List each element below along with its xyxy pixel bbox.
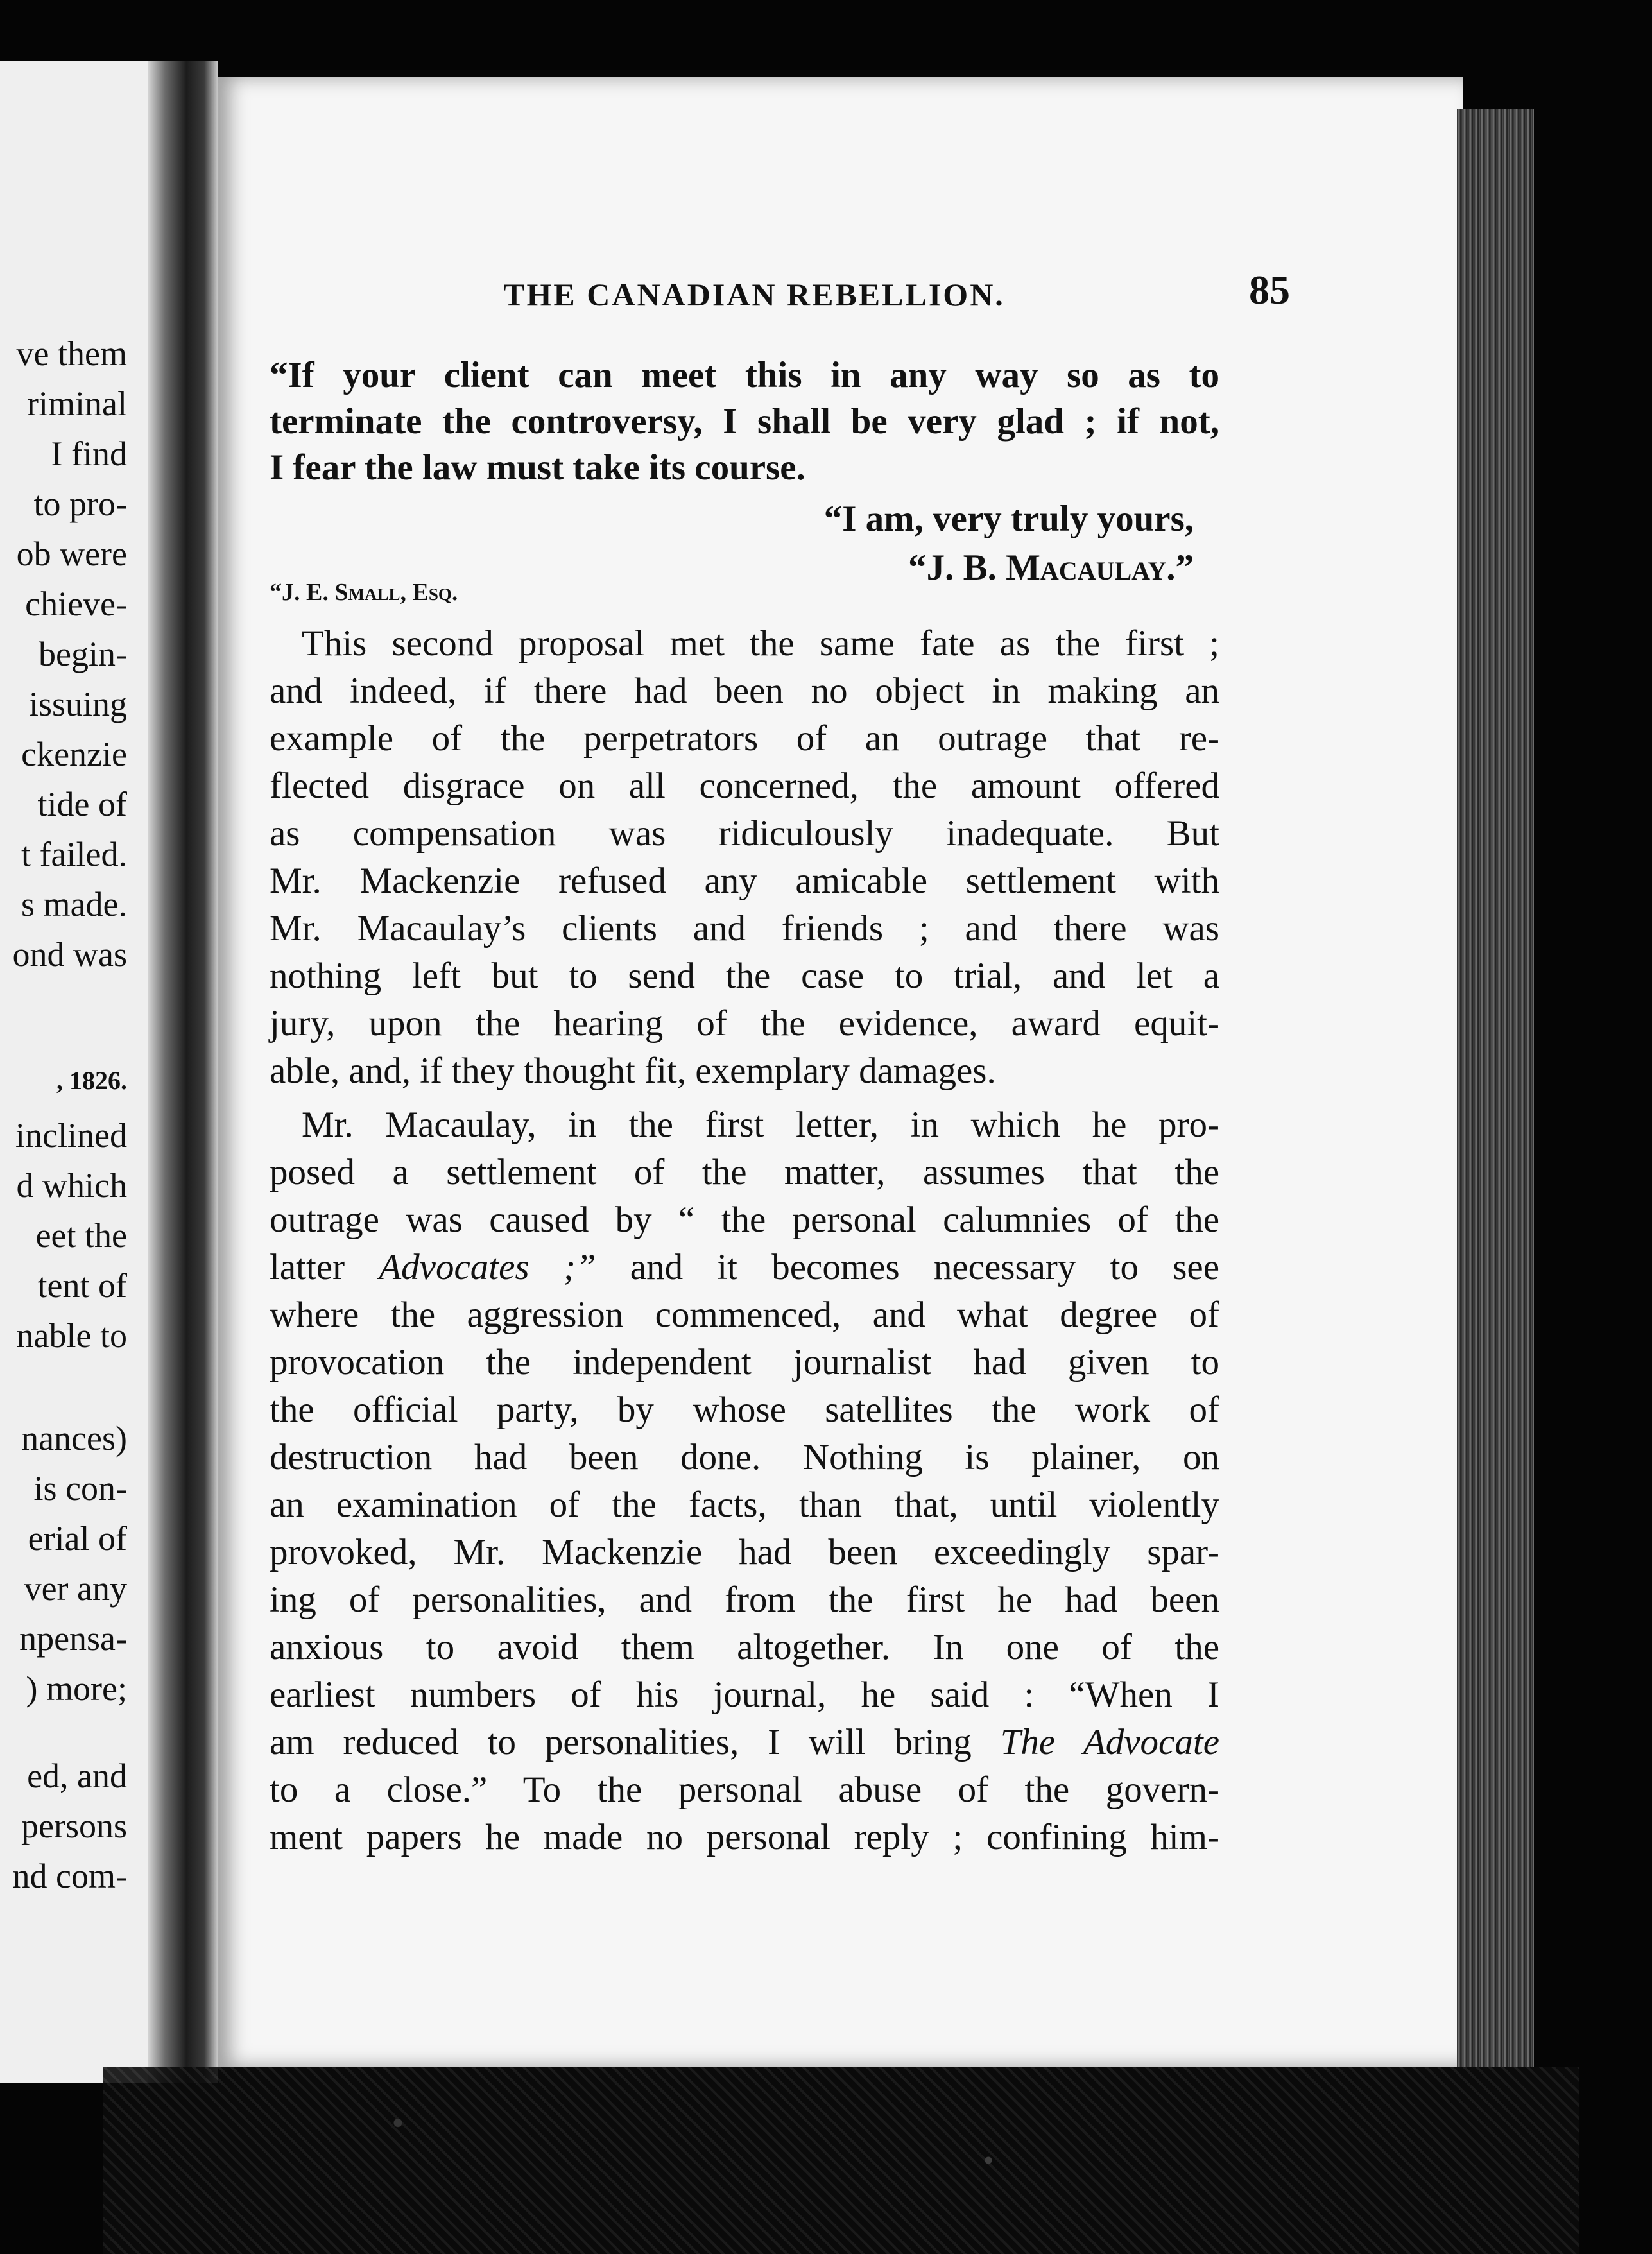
facing-page-line: tide of bbox=[37, 785, 127, 823]
book-page bbox=[218, 77, 1463, 2067]
text-line: able, and, if they thought fit, exemplary damages. bbox=[270, 1051, 996, 1091]
text-line: ment papers he made no personal reply ; confining him- bbox=[270, 1817, 1219, 1857]
facing-page-line: s made. bbox=[21, 885, 127, 924]
text-line: nothing left but to send the case to trial, and let a bbox=[270, 956, 1219, 996]
text-line: to a close.” To the personal abuse of the govern- bbox=[270, 1769, 1219, 1810]
facing-page-line: ond was bbox=[12, 935, 127, 974]
text-line: outrage was caused by “ the personal calumnies of the bbox=[270, 1200, 1219, 1240]
text-line: the official party, by whose satellites the work of bbox=[270, 1389, 1219, 1430]
facing-page-line: ) more; bbox=[26, 1669, 127, 1708]
text-fragment: latter bbox=[270, 1247, 345, 1287]
text-line: “If your client can meet this in any way so as to bbox=[270, 355, 1219, 395]
page-edges bbox=[1457, 109, 1534, 2067]
text-line: I fear the law must take its course. bbox=[270, 447, 805, 488]
facing-page-line: issuing bbox=[28, 685, 127, 723]
text-fragment: am reduced to personalities, I will bring bbox=[270, 1722, 972, 1762]
facing-page-line: tent of bbox=[37, 1266, 127, 1305]
text-line: as compensation was ridiculously inadequate. But bbox=[270, 813, 1219, 854]
running-head: THE CANADIAN REBELLION. bbox=[503, 277, 1005, 313]
facing-page-line: ed, and bbox=[27, 1757, 127, 1795]
facing-page-line: npensa- bbox=[19, 1619, 127, 1658]
text-line: “I am, very truly yours, bbox=[823, 499, 1194, 539]
text-line: an examination of the facts, than that, until violently bbox=[270, 1484, 1219, 1525]
facing-page-line: I find bbox=[51, 434, 127, 473]
page-text bbox=[218, 77, 1463, 2067]
facing-page-line: nable to bbox=[16, 1316, 127, 1355]
text-line: flected disgrace on all concerned, the amount offered bbox=[270, 766, 1219, 806]
text-line: example of the perpetrators of an outrage that re- bbox=[270, 718, 1219, 759]
facing-page-line: d which bbox=[16, 1166, 127, 1205]
italic-title: The Advocate bbox=[1000, 1722, 1219, 1762]
text-line-advocates bbox=[270, 1245, 1219, 1290]
facing-page-line: begin- bbox=[39, 635, 127, 673]
facing-page-line: nances) bbox=[21, 1419, 127, 1458]
text-line: and indeed, if there had been no object in making an bbox=[270, 671, 1219, 711]
text-line: jury, upon the hearing of the evidence, award equit- bbox=[270, 1003, 1219, 1044]
facing-page-line: is con- bbox=[33, 1469, 127, 1508]
facing-page-line: riminal bbox=[27, 384, 127, 423]
facing-page-line: ob were bbox=[16, 535, 127, 573]
facing-page-line: persons bbox=[21, 1807, 127, 1845]
addressee-line: “J. E. Small, Esq. bbox=[270, 579, 458, 606]
text-line: Mr. Macaulay, in the first letter, in which he pro- bbox=[302, 1105, 1219, 1145]
text-line: Mr. Mackenzie refused any amicable settlement with bbox=[270, 861, 1219, 901]
facing-page-line: ver any bbox=[24, 1569, 127, 1608]
text-line: provocation the independent journalist had given to bbox=[270, 1342, 1219, 1382]
signature-line: “J. B. Macaulay.” bbox=[908, 547, 1194, 588]
book-gutter bbox=[148, 61, 218, 2083]
text-line: where the aggression commenced, and what degree of bbox=[270, 1295, 1219, 1335]
scan-bottom-noise bbox=[103, 2067, 1579, 2254]
facing-page-line: ckenzie bbox=[21, 735, 127, 773]
text-line: This second proposal met the same fate as the first ; bbox=[302, 623, 1219, 664]
facing-page-line: t failed. bbox=[21, 835, 127, 873]
text-line: Mr. Macaulay’s clients and friends ; and there was bbox=[270, 908, 1219, 949]
facing-page-line: chieve- bbox=[25, 585, 127, 623]
facing-page-line: inclined bbox=[15, 1116, 127, 1155]
text-line: provoked, Mr. Mackenzie had been exceedingly spar- bbox=[270, 1532, 1219, 1572]
facing-page-line: to pro- bbox=[33, 485, 127, 523]
text-line-the-advocate bbox=[270, 1720, 1219, 1765]
facing-page-line: nd com- bbox=[12, 1857, 127, 1895]
text-fragment: and it becomes necessary to see bbox=[630, 1247, 1220, 1287]
page-number: 85 bbox=[1249, 267, 1290, 313]
facing-page-line: erial of bbox=[28, 1519, 127, 1558]
text-line: posed a settlement of the matter, assumes that the bbox=[270, 1152, 1219, 1192]
facing-page-line: eet the bbox=[35, 1216, 127, 1255]
text-line: terminate the controversy, I shall be very glad ; if not, bbox=[270, 401, 1219, 442]
text-line: anxious to avoid them altogether. In one of the bbox=[270, 1627, 1219, 1667]
facing-page-line: , 1826. bbox=[56, 1066, 127, 1095]
text-line: earliest numbers of his journal, he said : “When I bbox=[270, 1674, 1219, 1715]
text-line: destruction had been done. Nothing is plainer, on bbox=[270, 1437, 1219, 1477]
italic-title: Advocates ;” bbox=[379, 1247, 596, 1287]
text-line: ing of personalities, and from the first he had been bbox=[270, 1579, 1219, 1620]
facing-page-line: ve them bbox=[16, 334, 127, 373]
